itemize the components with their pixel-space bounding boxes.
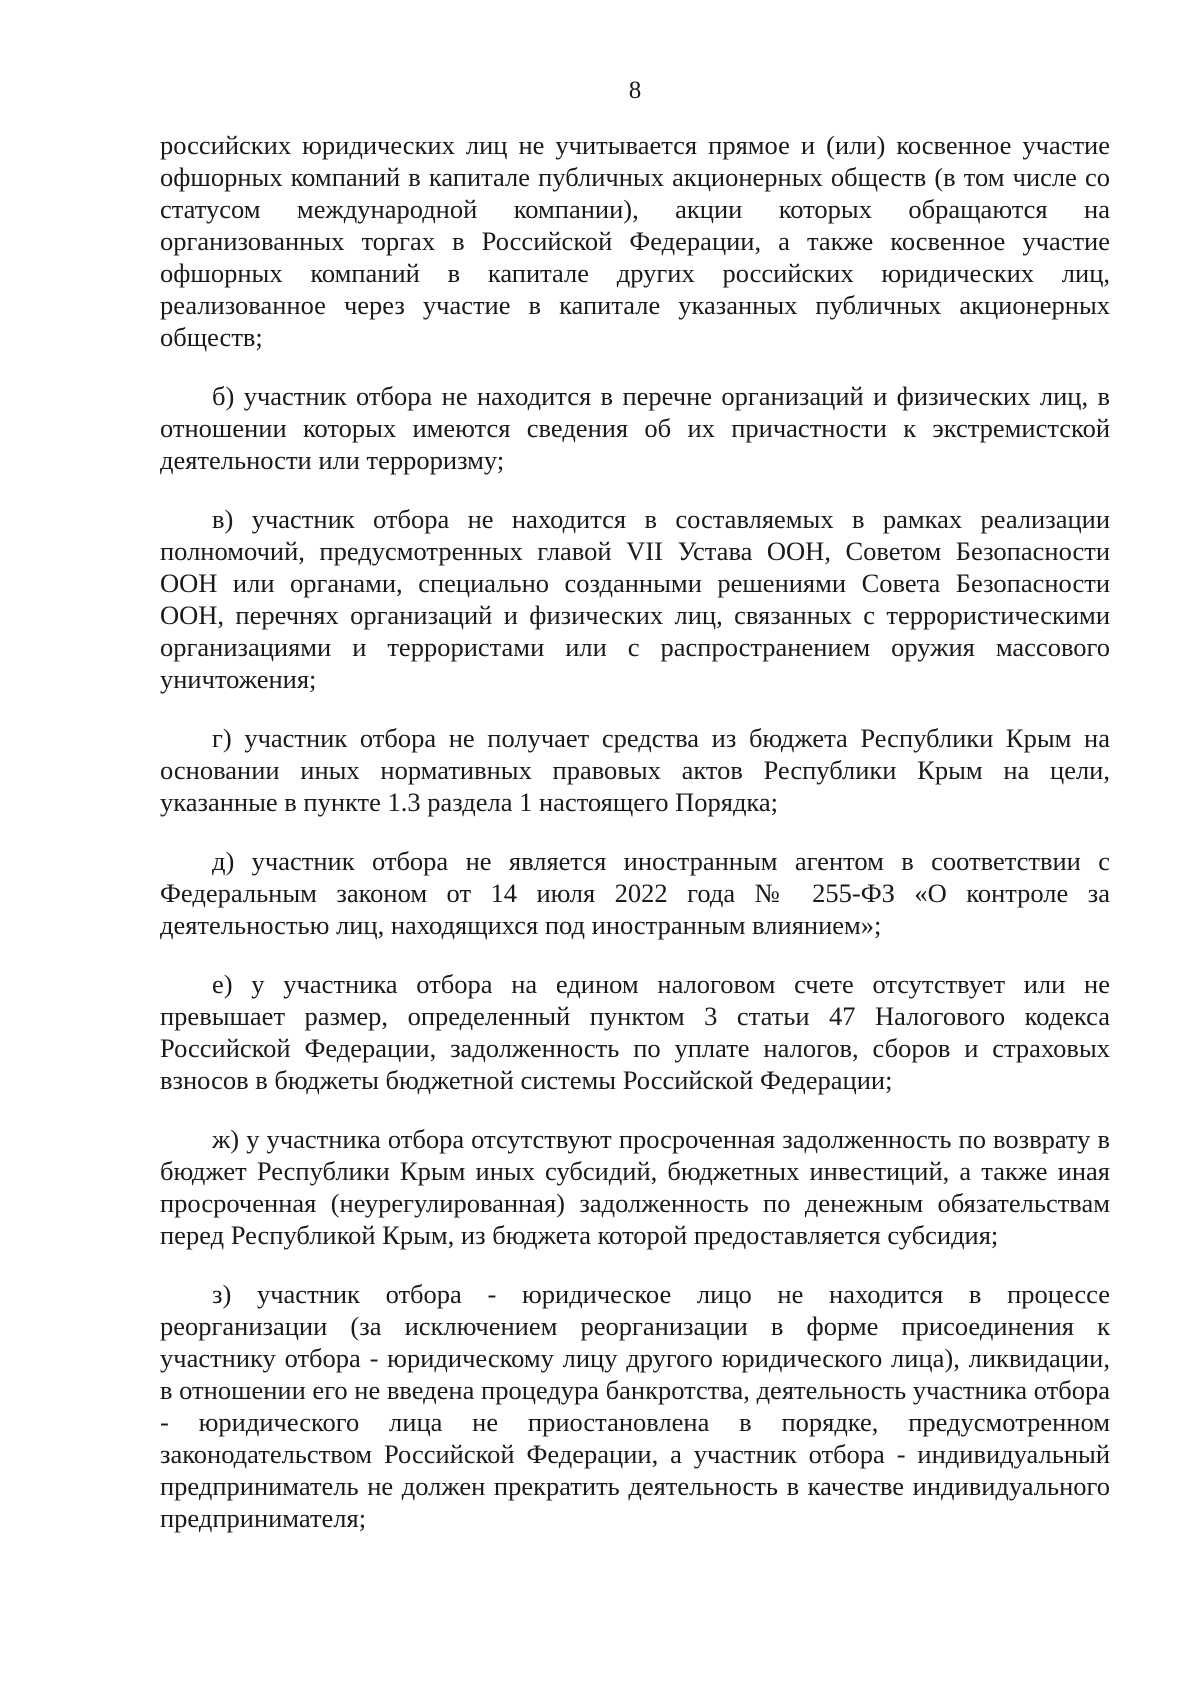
page-number: 8 <box>628 77 642 104</box>
paragraph-b: б) участник отбора не находится в перечне организаций и физических лиц, в отношении которых имеются сведения об их причастности к экстремистской деятельности или терроризму; <box>160 381 1110 475</box>
paragraph-v: в) участник отбора не находится в составляемых в рамках реализации полномочий, предусмотренных главой VII Устава ООН, Советом Безопасности ООН или органами, специально созданными решениями Совета Безопасности ООН, перечнях организаций и физических лиц, связанных с террористическими организациями и террористами или с распространением оружия массового уничтожения; <box>160 504 1110 694</box>
paragraph-e: е) у участника отбора на едином налоговом счете отсутствует или не превышает размер, определенный пунктом 3 статьи 47 Налогового кодекса Российской Федерации, задолженность по уплате налогов, сборов и страховых взносов в бюджеты бюджетной системы Российской Федерации; <box>160 969 1110 1095</box>
document-body <box>160 129 1110 1561</box>
paragraph-d: д) участник отбора не является иностранным агентом в соответствии с Федеральным законом от 14 июля 2022 года № 255-ФЗ «О контроле за деятельностью лиц, находящихся под иностранным влиянием»; <box>160 846 1110 940</box>
paragraph-continuation: российских юридических лиц не учитывается прямое и (или) косвенное участие офшорных компаний в капитале публичных акционерных обществ (в том числе со статусом международной компании), акции которых обращаются на организованных торгах в Российской Федерации, а также косвенное участие офшорных компаний в капитале других российских юридических лиц, реализованное через участие в капитале указанных публичных акционерных обществ; <box>160 130 1110 352</box>
paragraph-g: г) участник отбора не получает средства из бюджета Республики Крым на основании иных нормативных правовых актов Республики Крым на цели, указанные в пункте 1.3 раздела 1 настоящего Порядка; <box>160 723 1110 817</box>
paragraph-z: з) участник отбора - юридическое лицо не находится в процессе реорганизации (за исключением реорганизации в форме присоединения к участнику отбора - юридическому лицу другого юридического лица), ликвидации, в отношении его не введена процедура банкротства, деятельность участника отбора - юридического лица не приостановлена в порядке, предусмотренном законодательством Российской Федерации, а участник отбора - индивидуальный предприниматель не должен прекратить деятельность в качестве индивидуального предпринимателя; <box>160 1279 1110 1533</box>
paragraph-zh: ж) у участника отбора отсутствуют просроченная задолженность по возврату в бюджет Республики Крым иных субсидий, бюджетных инвестиций, а также иная просроченная (неурегулированная) задолженность по денежным обязательствам перед Республикой Крым, из бюджета которой предоставляется субсидия; <box>160 1124 1110 1250</box>
